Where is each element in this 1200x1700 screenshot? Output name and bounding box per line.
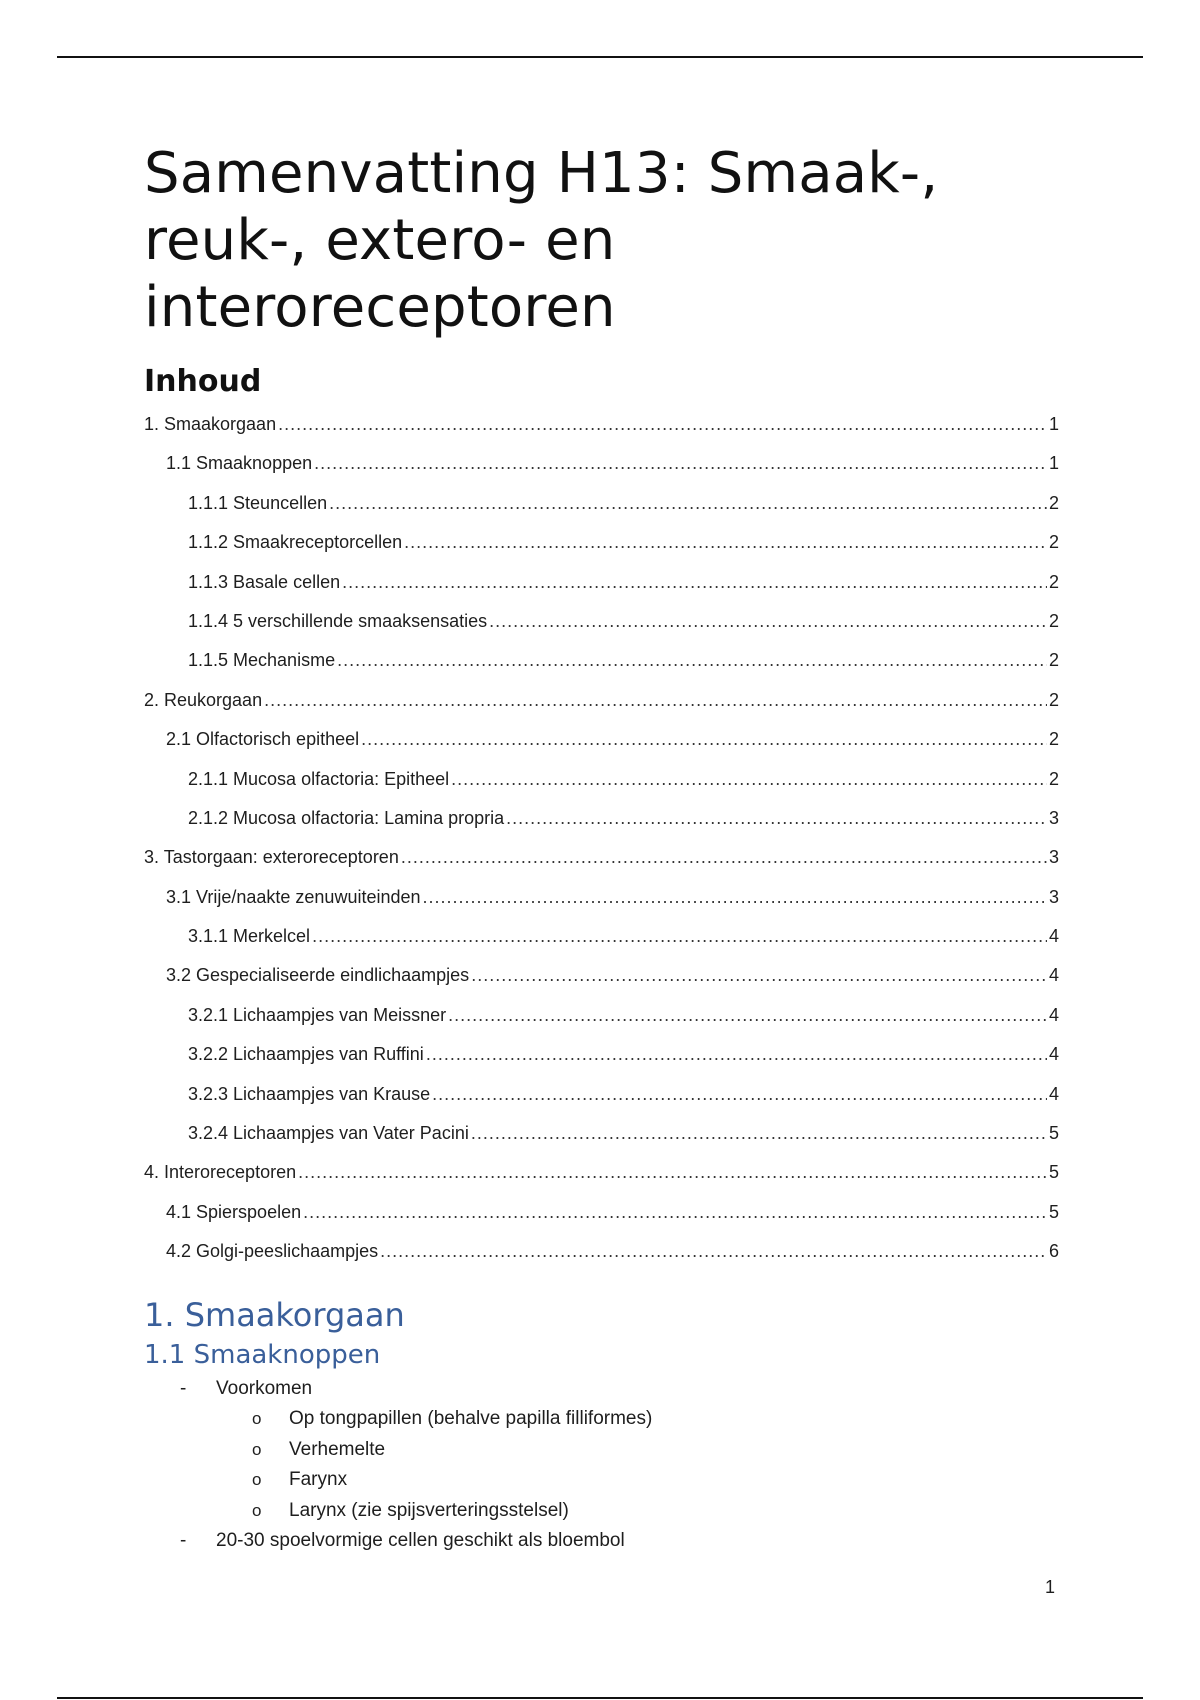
circle-bullet-icon: o [252, 1470, 262, 1490]
list-item-text: Verhemelte [289, 1438, 386, 1460]
toc-entry[interactable] [144, 572, 1059, 611]
toc-leader-dots [471, 965, 1047, 986]
toc-entry-page: 3 [1048, 807, 1059, 828]
toc-leader-dots [432, 1084, 1047, 1105]
toc-entry[interactable] [144, 887, 1059, 926]
toc-entry-label: 4. Interoreceptoren [144, 1162, 297, 1183]
toc-entry-label: 3.1 Vrije/naakte zenuwuiteinden [166, 886, 421, 907]
list-item [144, 1374, 1059, 1404]
toc-heading: Inhoud [144, 364, 262, 399]
toc-entry-label: 3.2.1 Lichaampjes van Meissner [188, 1004, 447, 1025]
toc-leader-dots [361, 729, 1047, 750]
list-item [144, 1435, 1059, 1465]
toc-entry[interactable] [144, 808, 1059, 847]
toc-leader-dots [298, 1162, 1047, 1183]
toc-leader-dots [506, 808, 1047, 829]
toc-entry[interactable] [144, 1123, 1059, 1162]
toc-leader-dots [329, 493, 1047, 514]
toc-leader-dots [312, 926, 1047, 947]
toc-entry-page: 6 [1048, 1241, 1059, 1262]
toc-entry-label: 1.1.2 Smaakreceptorcellen [188, 532, 403, 553]
toc-entry[interactable] [144, 650, 1059, 689]
toc-entry-page: 4 [1048, 1083, 1059, 1104]
toc-entry[interactable] [144, 453, 1059, 492]
dash-bullet-icon: - [180, 1378, 187, 1399]
list-item-text: 20-30 spoelvormige cellen geschikt als bloembol [216, 1529, 625, 1551]
toc-entry-label: 3.2.4 Lichaampjes van Vater Pacini [188, 1123, 469, 1144]
list-item-text: Voorkomen [216, 1378, 313, 1399]
toc-leader-dots [380, 1241, 1047, 1262]
toc-entry-label: 1. Smaakorgaan [144, 414, 277, 434]
document-title: Samenvatting H13: Smaak-, reuk-, extero- en interoreceptoren [144, 141, 939, 340]
toc-leader-dots [448, 1005, 1047, 1026]
toc-entry-page: 2 [1048, 729, 1059, 750]
toc-entry[interactable] [144, 690, 1059, 729]
toc-leader-dots [342, 572, 1047, 593]
list-item-text: Larynx (zie spijsverteringsstelsel) [289, 1499, 569, 1521]
toc-entry-label: 3.2.3 Lichaampjes van Krause [188, 1083, 431, 1104]
toc-entry-label: 1.1.5 Mechanisme [188, 650, 336, 671]
toc-leader-dots [489, 611, 1047, 632]
toc-leader-dots [426, 1044, 1047, 1065]
toc-entry-page: 2 [1048, 532, 1059, 553]
list-item [144, 1404, 1059, 1434]
table-of-contents [144, 414, 1059, 1281]
toc-entry-page: 5 [1048, 1162, 1059, 1183]
toc-entry-page: 2 [1048, 689, 1059, 710]
toc-entry-page: 4 [1048, 1044, 1059, 1065]
toc-leader-dots [451, 769, 1047, 790]
circle-bullet-icon: o [252, 1409, 262, 1429]
toc-entry-label: 2.1 Olfactorisch epitheel [166, 729, 360, 750]
list-item [144, 1465, 1059, 1495]
toc-entry[interactable] [144, 769, 1059, 808]
subsection-heading: 1.1 Smaaknoppen [144, 1340, 381, 1370]
list-item [144, 1526, 1059, 1556]
toc-entry-page: 5 [1048, 1201, 1059, 1222]
bullet-list [144, 1374, 1059, 1556]
toc-entry-label: 2. Reukorgaan [144, 689, 263, 710]
toc-entry[interactable] [144, 965, 1059, 1004]
toc-entry-label: 3.2 Gespecialiseerde eindlichaampjes [166, 965, 470, 986]
toc-entry-page: 2 [1048, 650, 1059, 671]
toc-entry-page: 1 [1048, 453, 1059, 474]
section-heading: 1. Smaakorgaan [144, 1296, 405, 1334]
toc-entry[interactable] [144, 926, 1059, 965]
toc-entry[interactable] [144, 493, 1059, 532]
toc-entry-page: 2 [1048, 571, 1059, 592]
toc-leader-dots [264, 690, 1047, 711]
list-item-text: Op tongpapillen (behalve papilla filliformes) [289, 1408, 653, 1430]
toc-entry-label: 1.1.3 Basale cellen [188, 571, 341, 592]
toc-leader-dots [303, 1202, 1047, 1223]
toc-entry-page: 4 [1048, 1004, 1059, 1025]
toc-entry[interactable] [144, 532, 1059, 571]
toc-leader-dots [404, 532, 1047, 553]
toc-entry-label: 4.1 Spierspoelen [166, 1201, 302, 1222]
toc-entry[interactable] [144, 1044, 1059, 1083]
footer-rule [57, 1697, 1143, 1699]
toc-leader-dots [401, 847, 1047, 868]
list-item [144, 1496, 1059, 1526]
toc-entry-label: 3. Tastorgaan: exteroreceptoren [144, 847, 399, 868]
toc-entry-page: 3 [1048, 886, 1059, 907]
toc-entry-label: 1.1.4 5 verschillende smaaksensaties [188, 610, 488, 631]
toc-entry-label: 4.2 Golgi-peeslichaampjes [166, 1241, 379, 1262]
list-item-text: Farynx [289, 1469, 348, 1491]
dash-bullet-icon: - [180, 1529, 187, 1551]
toc-entry[interactable] [144, 611, 1059, 650]
toc-entry-page: 4 [1048, 926, 1059, 947]
toc-entry[interactable] [144, 1202, 1059, 1241]
circle-bullet-icon: o [252, 1439, 262, 1459]
header-rule [57, 56, 1143, 58]
toc-leader-dots [471, 1123, 1047, 1144]
toc-entry[interactable] [144, 729, 1059, 768]
toc-entry-label: 1.1.1 Steuncellen [188, 492, 328, 513]
toc-entry-label: 2.1.2 Mucosa olfactoria: Lamina propria [188, 807, 505, 828]
toc-leader-dots [314, 453, 1047, 474]
toc-entry-label: 3.1.1 Merkelcel [188, 926, 311, 947]
toc-entry-page: 1 [1048, 414, 1059, 434]
toc-entry[interactable] [144, 1084, 1059, 1123]
toc-entry[interactable] [144, 1162, 1059, 1201]
toc-entry[interactable] [144, 1005, 1059, 1044]
toc-leader-dots [278, 414, 1047, 435]
toc-leader-dots [337, 650, 1047, 671]
toc-entry-label: 1.1 Smaaknoppen [166, 453, 313, 474]
toc-entry-page: 4 [1048, 965, 1059, 986]
toc-entry-page: 5 [1048, 1123, 1059, 1144]
page-number: 1 [1045, 1577, 1056, 1597]
circle-bullet-icon: o [252, 1500, 262, 1520]
toc-entry[interactable] [144, 414, 1059, 453]
toc-leader-dots [423, 887, 1047, 908]
toc-entry-label: 3.2.2 Lichaampjes van Ruffini [188, 1044, 424, 1065]
toc-entry-label: 2.1.1 Mucosa olfactoria: Epitheel [188, 768, 450, 789]
toc-entry-page: 2 [1048, 492, 1059, 513]
toc-entry-page: 2 [1048, 610, 1059, 631]
toc-entry-page: 3 [1048, 847, 1059, 868]
toc-entry[interactable] [144, 1241, 1059, 1280]
toc-entry[interactable] [144, 847, 1059, 886]
toc-entry-page: 2 [1048, 768, 1059, 789]
